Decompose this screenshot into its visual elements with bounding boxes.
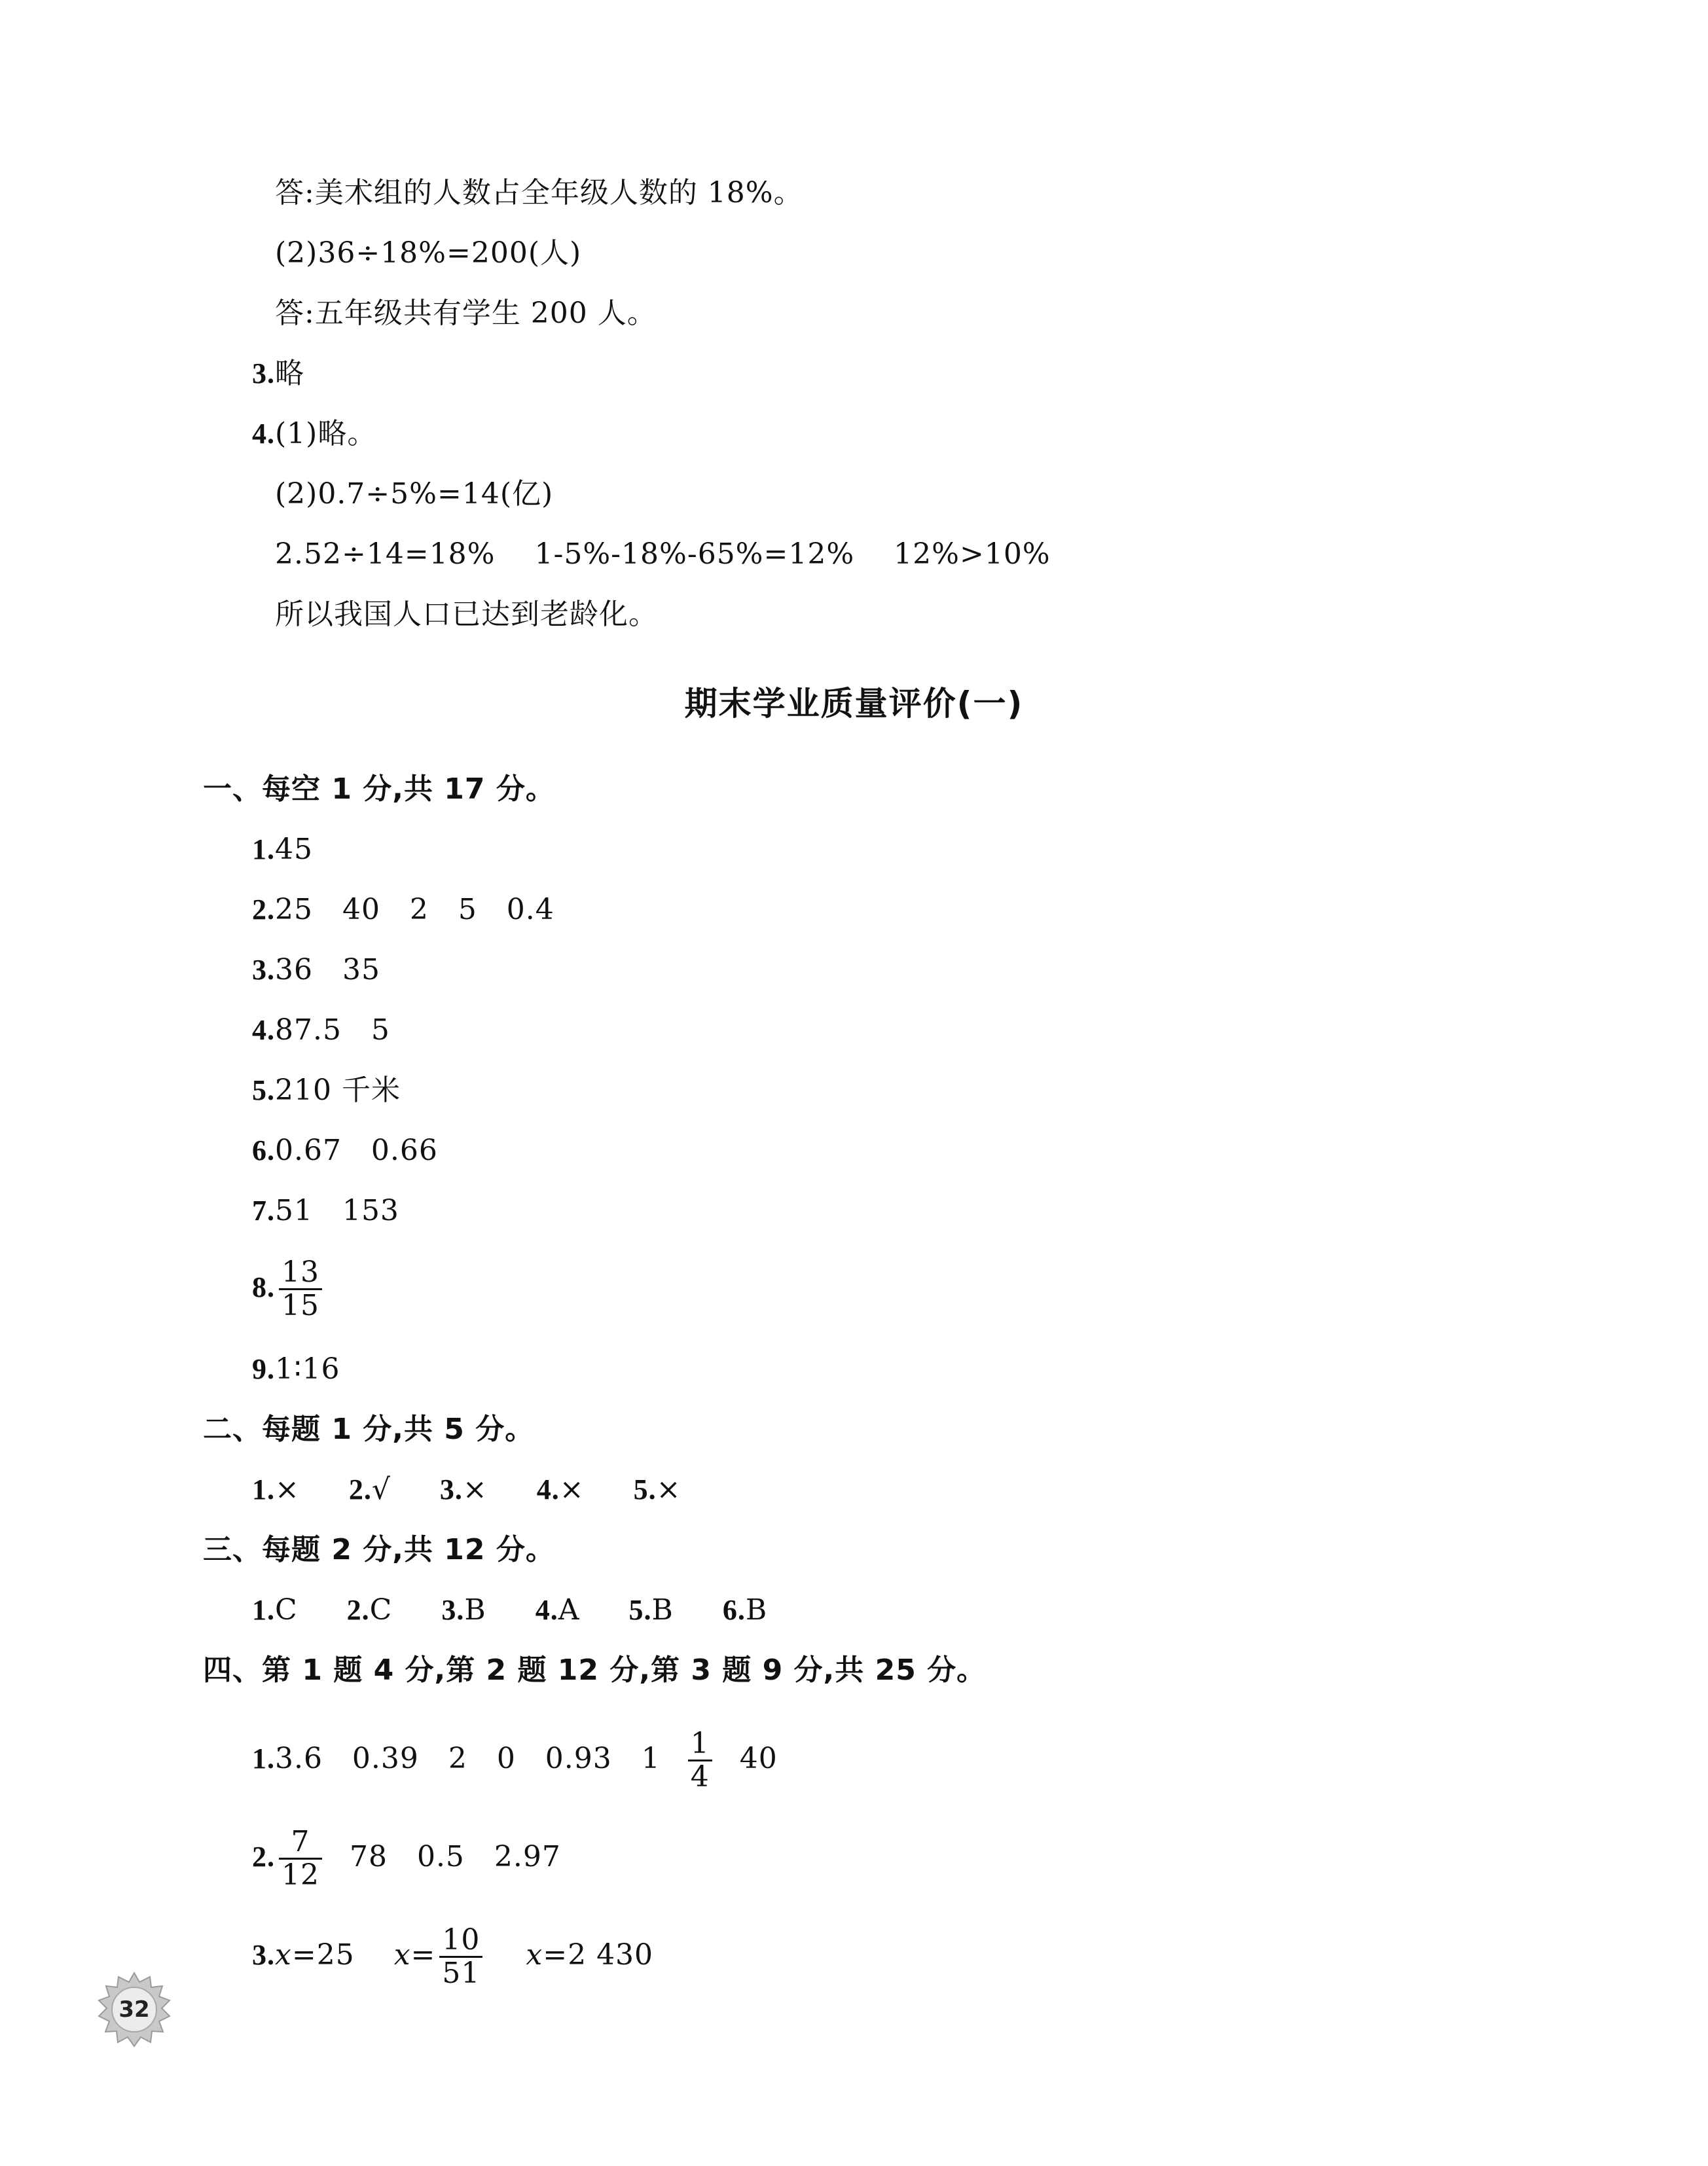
answer-mark: × <box>462 1473 488 1506</box>
s1-item-7 <box>252 1191 399 1231</box>
answer-mark: √ <box>371 1473 391 1506</box>
answer-mark: × <box>559 1473 585 1506</box>
item-number: 3. <box>252 1939 275 1971</box>
item-number: 2. <box>252 893 275 926</box>
s4-q1 <box>252 1728 778 1793</box>
s1-item-2 <box>252 890 554 930</box>
item-number: 5. <box>252 1074 275 1106</box>
item-number: 4. <box>535 1594 558 1626</box>
fraction <box>688 1728 712 1793</box>
item-text: =25 <box>291 1938 355 1972</box>
item-text: 87.5 5 <box>275 1013 390 1047</box>
answer-line-5 <box>252 414 376 454</box>
s3-answers <box>252 1591 767 1630</box>
item-number: 2. <box>346 1594 370 1626</box>
item-text: 78 0.5 2.97 <box>350 1840 561 1873</box>
s4-q3 <box>252 1924 653 1989</box>
item-text: 0.67 0.66 <box>275 1134 438 1167</box>
item-text: 51 153 <box>275 1194 399 1227</box>
item-text: 1∶16 <box>275 1352 340 1386</box>
item-number: 3. <box>252 954 275 986</box>
item-text: 36 35 <box>275 953 380 986</box>
item-text: 3.6 0.39 2 0 0.93 1 <box>275 1742 661 1775</box>
fraction-denominator: 15 <box>282 1289 319 1322</box>
fraction-numerator: 1 <box>688 1728 712 1761</box>
item-number: 8. <box>252 1271 275 1303</box>
item-number: 3. <box>441 1594 465 1626</box>
fraction-numerator: 13 <box>279 1257 322 1290</box>
item-number: 5. <box>628 1594 652 1626</box>
answer-line-8: 所以我国人口已达到老龄化。 <box>275 598 658 631</box>
item-text: (1)略。 <box>275 417 377 450</box>
answer-line-6: (2)0.7÷5%=14(亿) <box>275 477 554 511</box>
item-number: 1. <box>252 1742 275 1775</box>
fraction <box>439 1924 482 1989</box>
answer-line-2: (2)36÷18%=200(人) <box>275 236 582 270</box>
s1-item-6 <box>252 1131 438 1170</box>
variable: x <box>275 1938 292 1972</box>
s4-q2 <box>252 1826 561 1891</box>
fraction-numerator: 10 <box>439 1924 482 1958</box>
fraction-denominator: 51 <box>442 1957 481 1990</box>
s1-item-9 <box>252 1350 340 1389</box>
s2-answers <box>252 1470 681 1509</box>
answer-mark: × <box>275 1473 300 1506</box>
item-number: 6. <box>252 1134 275 1166</box>
item-number: 3. <box>439 1473 463 1506</box>
section-title: 期末学业质量评价(一) <box>684 685 1024 723</box>
answer-mark: C <box>369 1593 393 1627</box>
answer-mark: A <box>558 1593 580 1627</box>
item-text: =2 430 <box>543 1938 654 1972</box>
answer-mark: C <box>275 1593 298 1627</box>
fraction <box>279 1257 322 1322</box>
item-number: 2. <box>252 1841 275 1873</box>
answer-line-4 <box>252 354 304 393</box>
calc-3: 12%>10% <box>894 537 1051 571</box>
item-text: 25 40 2 5 0.4 <box>275 893 554 926</box>
item-text: 45 <box>275 833 313 866</box>
item-number: 1. <box>252 1594 275 1626</box>
item-text: 210 千米 <box>275 1074 401 1107</box>
section-1-heading: 一、每空 1 分,共 17 分。 <box>203 772 555 806</box>
fraction-denominator: 4 <box>690 1760 710 1794</box>
item-number: 3. <box>252 357 275 389</box>
answer-mark: B <box>464 1593 486 1627</box>
s1-item-8 <box>252 1257 326 1322</box>
answer-mark: × <box>656 1473 681 1506</box>
item-number: 4. <box>252 418 275 450</box>
calc-1: 2.52÷14=18% <box>275 537 496 571</box>
section-2-heading: 二、每题 1 分,共 5 分。 <box>203 1413 535 1446</box>
item-text: 40 <box>739 1742 778 1775</box>
s1-item-4 <box>252 1011 390 1050</box>
page-number-badge <box>95 1970 173 2049</box>
item-number: 1. <box>252 1473 275 1506</box>
answer-line-3: 答:五年级共有学生 200 人。 <box>275 297 657 330</box>
item-number: 5. <box>633 1473 657 1506</box>
item-number: 1. <box>252 833 275 865</box>
s1-item-5 <box>252 1071 401 1110</box>
s1-item-3 <box>252 950 380 990</box>
item-number: 4. <box>252 1014 275 1046</box>
item-number: 6. <box>722 1594 746 1626</box>
fraction-denominator: 12 <box>282 1858 319 1892</box>
variable: x <box>526 1938 543 1972</box>
fraction-numerator: 7 <box>279 1826 322 1860</box>
variable: x <box>393 1938 411 1972</box>
fraction <box>279 1826 322 1891</box>
page-number: 32 <box>118 1996 150 2023</box>
item-number: 9. <box>252 1353 275 1385</box>
answer-line-7 <box>275 535 1051 574</box>
answer-mark: B <box>745 1593 768 1627</box>
item-number: 7. <box>252 1195 275 1227</box>
s1-item-1 <box>252 830 313 869</box>
equals: = <box>410 1938 436 1972</box>
item-number: 4. <box>536 1473 560 1506</box>
answer-line-1: 答:美术组的人数占全年级人数的 18%。 <box>275 176 803 209</box>
item-number: 2. <box>348 1473 372 1506</box>
item-text: 略 <box>275 357 304 390</box>
section-3-heading: 三、每题 2 分,共 12 分。 <box>203 1533 555 1566</box>
answer-mark: B <box>651 1593 674 1627</box>
section-4-heading: 四、第 1 题 4 分,第 2 题 12 分,第 3 题 9 分,共 25 分。 <box>203 1653 987 1687</box>
calc-2: 1-5%-18%-65%=12% <box>534 537 855 571</box>
